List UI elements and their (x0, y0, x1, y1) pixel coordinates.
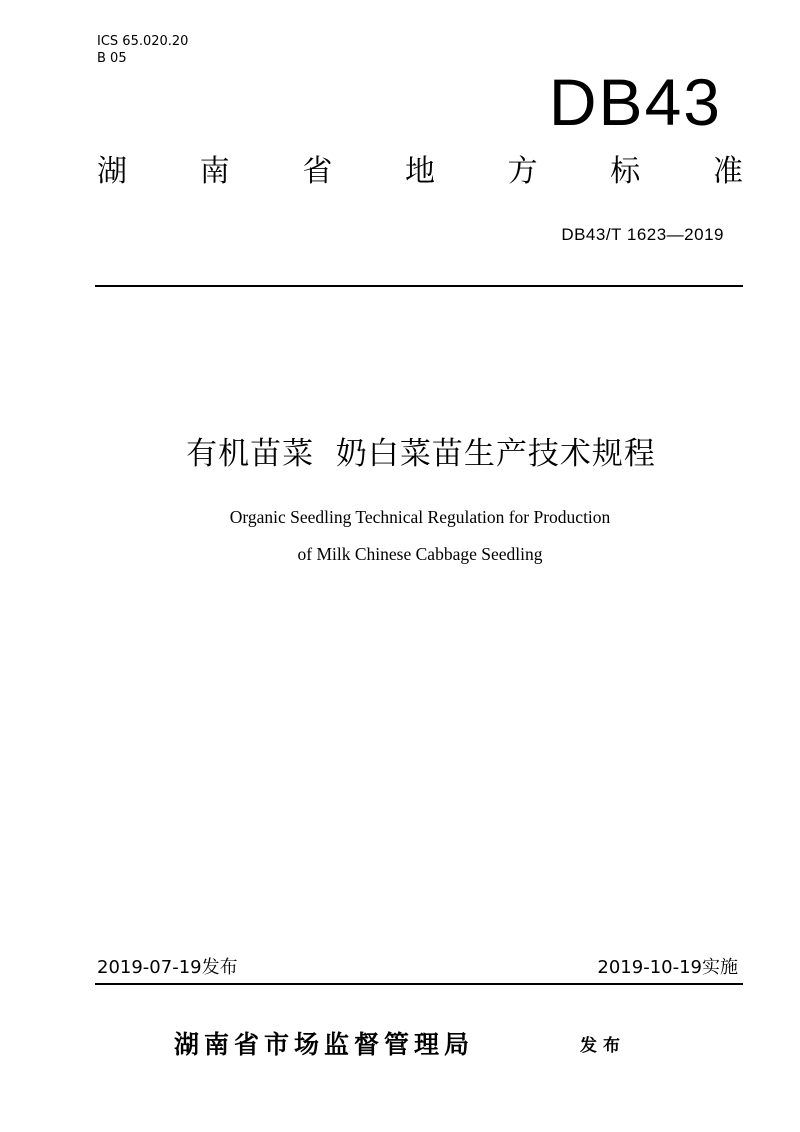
classification-codes (97, 33, 188, 67)
standard-type-char: 准 (712, 154, 743, 189)
standard-type-char: 省 (302, 154, 333, 189)
db-code: DB43 (548, 65, 722, 139)
title-english-line1: Organic Seedling Technical Regulation for Production (229, 507, 611, 527)
standard-type-char: 湖 (97, 154, 127, 189)
issue-date: 2019-07-19发布 (97, 957, 238, 978)
footer-divider (95, 983, 743, 985)
standard-type-char: 南 (199, 154, 230, 189)
standard-type (97, 150, 743, 194)
standard-type-char: 方 (507, 154, 538, 189)
issuer: 湖南省市场监督管理局 (174, 1030, 475, 1059)
implement-date: 2019-10-19实施 (597, 957, 738, 978)
header-divider (95, 285, 743, 287)
standard-number: DB43/T 1623—2019 (561, 225, 724, 244)
ccs-code: B 05 (97, 51, 127, 66)
issue-word: 发布 (580, 1036, 626, 1056)
ics-code: ICS 65.020.20 (97, 34, 189, 49)
standard-type-char: 地 (404, 154, 435, 189)
title-english-line2: of Milk Chinese Cabbage Seedling (297, 544, 543, 564)
title-chinese: 有机苗菜 奶白菜苗生产技术规程 (186, 436, 656, 472)
standard-type-char: 标 (610, 154, 641, 189)
